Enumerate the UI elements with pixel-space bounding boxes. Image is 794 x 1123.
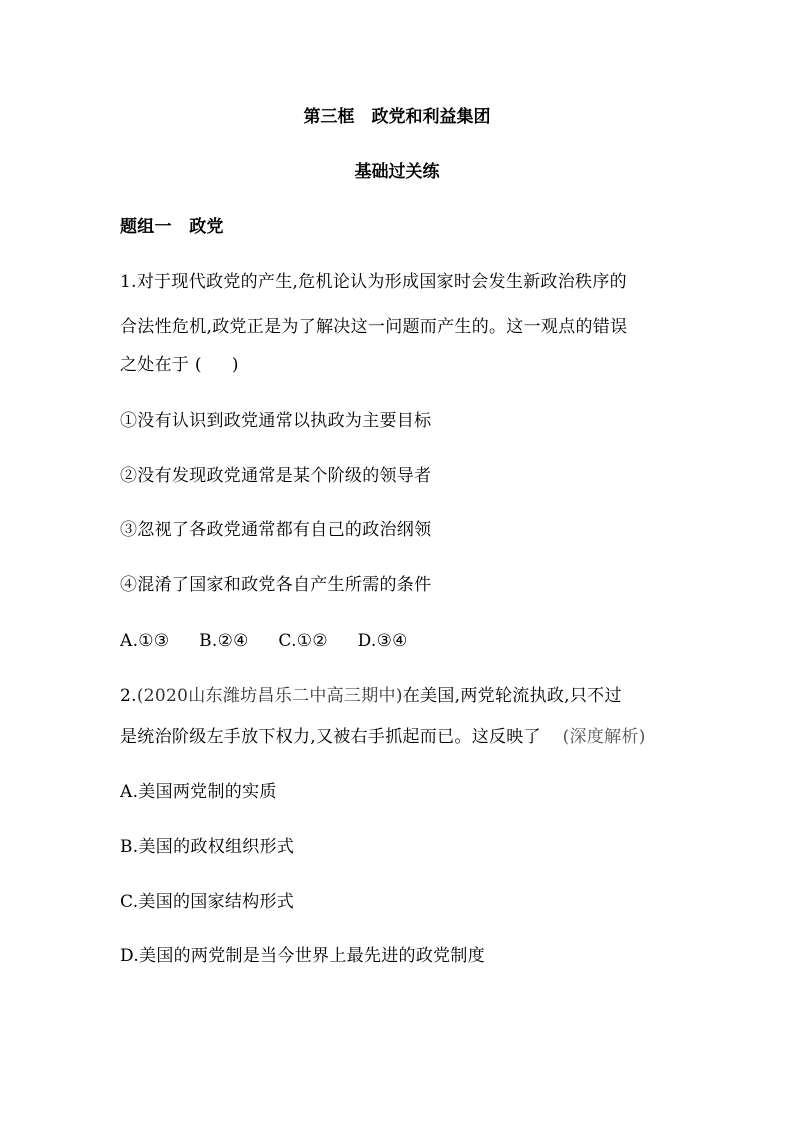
section-heading: 题组一 政党 bbox=[120, 217, 224, 237]
q1-option-d: D.③④ bbox=[357, 631, 408, 651]
q2-stem-text-2: 是统治阶级左手放下权力,又被右手抓起而已。这反映了 bbox=[120, 727, 541, 747]
q2-option-c: C.美国的国家结构形式 bbox=[120, 892, 295, 912]
page-subtitle: 基础过关练 bbox=[354, 162, 440, 182]
q1-answer-paren-open: ( bbox=[194, 355, 202, 375]
q1-statement-4: ④混淆了国家和政党各自产生所需的条件 bbox=[120, 575, 432, 595]
q2-option-d: D.美国的两党制是当今世界上最先进的政党制度 bbox=[120, 946, 486, 966]
q1-stem-line-3 bbox=[120, 354, 239, 376]
q1-option-b: B.②④ bbox=[199, 631, 249, 651]
q2-source: (2020山东潍坊昌乐二中高三期中) bbox=[136, 686, 403, 706]
q1-option-a: A.①③ bbox=[120, 631, 170, 651]
q1-stem-line-1: 1.对于现代政党的产生,危机论认为形成国家时会发生新政治秩序的 bbox=[120, 272, 627, 292]
q2-stem-line-1 bbox=[120, 685, 622, 707]
q1-statement-3: ③忽视了各政党通常都有自己的政治纲领 bbox=[120, 520, 432, 540]
q1-statement-1: ①没有认识到政党通常以执政为主要目标 bbox=[120, 411, 432, 431]
q1-answer-paren-close: ) bbox=[231, 355, 239, 375]
q1-stem-text: 之处在于 bbox=[120, 355, 190, 375]
q1-options bbox=[120, 630, 432, 652]
q2-stem-text: 在美国,两党轮流执政,只不过 bbox=[402, 686, 622, 706]
q2-analysis-tag: (深度解析) bbox=[562, 727, 646, 747]
page-title: 第三框 政党和利益集团 bbox=[303, 107, 491, 127]
q2-number: 2. bbox=[120, 686, 137, 706]
q2-option-a: A.美国两党制的实质 bbox=[120, 782, 277, 802]
q2-stem-line-2 bbox=[120, 726, 646, 748]
q2-option-b: B.美国的政权组织形式 bbox=[120, 837, 295, 857]
q1-option-c: C.①② bbox=[278, 631, 328, 651]
q1-statement-2: ②没有发现政党通常是某个阶级的领导者 bbox=[120, 466, 432, 486]
q1-stem-line-2: 合法性危机,政党正是为了解决这一问题而产生的。这一观点的错误 bbox=[120, 317, 628, 337]
